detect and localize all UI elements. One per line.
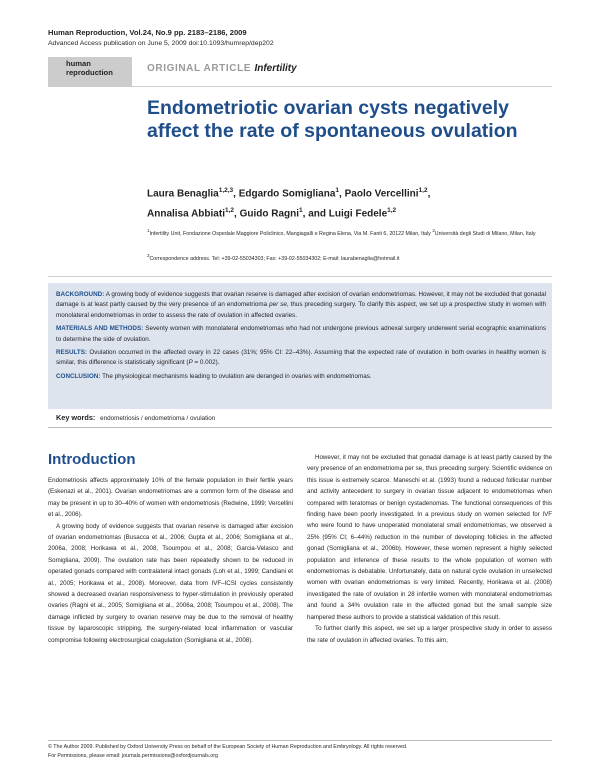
abstract: [56, 290, 546, 385]
correspondence: [147, 251, 552, 264]
abstract-text: Seventy women with monolateral endometriomas who had not undergone previous adnexal surgery underwent serial ecographic examinations to determine the side of ovulation.: [56, 325, 547, 343]
author-affil-sup: 1: [335, 187, 340, 194]
abstract-text: Ovulation occurred in the affected ovary in 22 cases (31%; 95% CI: 22–43%). Assuming that the expected rate of ovulation in both ovaries in healthy women is similar, this difference is statistically significant (: [56, 349, 546, 367]
abstract-italic: P: [188, 359, 193, 367]
affil-text: Università degli Studi di Milano, Milan, Italy: [434, 230, 536, 237]
abstract-conclusion: [56, 372, 546, 382]
abstract-background: [56, 290, 546, 321]
section-heading: Introduction: [48, 451, 136, 468]
author-name: Luigi Fedele: [328, 208, 388, 220]
affil-sup: 2: [432, 228, 435, 233]
abstract-text: The physiological mechanisms leading to ovulation are deranged in ovaries with endometriomas.: [102, 372, 372, 380]
author-name: Paolo Vercellini: [344, 188, 419, 200]
journal-citation: Human Reproduction, Vol.24, No.9 pp. 2183–2186, 2009: [48, 28, 247, 37]
article-type-label: ORIGINAL ARTICLE: [147, 63, 252, 74]
abstract-results: [56, 348, 546, 369]
abstract-text: A growing body of evidence suggests that ovarian reserve is damaged after excision of ovarian endometriomas. However, it may not be excluded that gonadal damage is at least partly caused by the very presence of an endometrioma: [56, 291, 546, 309]
journal-badge: [48, 57, 132, 87]
author-name: Guido Ragni: [239, 208, 300, 220]
keywords-text: endometriosis / endometrioma / ovulation: [100, 415, 216, 422]
paragraph: A growing body of evidence suggests that ovarian reserve is damaged after excision of ovarian endometriomas (Busacca et al., 2006; Gupta et al., 2006; Somigliana et al., 2006a, 2008; Horikawa et al., 2008, Tsoumpou et al., 2008; Garcia-Velasco and Somigliana, 2009). The ovulation rate has been repeatedly shown to be reduced in operated gonads compared with contralateral intact gonads (Loh et al., 1999; Candiani et al., 2005; Horikawa et al., 2008). Moreover, data from IVF–ICSI cycles consistently showed a decreased ovarian responsiveness to hyper-stimulation in previously operated ovaries (Ragni et al., 2005; Somigliana et al., 2006a, 2008; Tsoumpou et al., 2008). The damage inflicted by surgery to ovarian reserve may be due to the removal of healthy tissue by laparoscopic stripping, the surgery-related local inflammation or vascular compromise following electrosurgical coagulation (Somigliana et al., 2008).: [48, 522, 293, 644]
author-list: Laura Benaglia$^{1,2,3}$, Edgardo Somigliana$^1$, Paolo Vercellini$^{1,2}$, Annalisa Abbiati$^{1,2}$, Guido Ragni$^1$, and Luigi Fedele$^{1,2}$: [147, 187, 431, 220]
copyright-notice: © The Author 2009. Published by Oxford University Press on behalf of the European Society of Human Reproduction and Embryology. All rights reserved.: [48, 744, 408, 750]
affil-sup: 1: [147, 228, 150, 233]
author-affil-sup: 1,2: [387, 207, 397, 215]
abstract-text: = 0.002).: [192, 359, 220, 367]
corr-text: Correspondence address. Tel: +39-02-55034303; Fax: +39-02-55034302; E-mail: laurabenaglia@hotmail.it: [149, 255, 400, 262]
paragraph: Endometriosis affects approximately 10% of the female population in their fertile years (Eskenazi et al., 2001). Ovarian endometriomas are a common form of the disease and may be present in up to 30–40% of women with endometriosis (Redwine, 1999; Vercellini et al., 2006).: [48, 477, 293, 519]
abstract-methods: [56, 324, 546, 345]
abstract-heading: MATERIALS AND METHODS:: [56, 325, 144, 333]
keywords: [56, 413, 215, 422]
author-affil-sup: 1,2: [418, 187, 428, 194]
section-label: Infertility: [254, 63, 297, 74]
author-affil-sup: 1,2,3: [218, 187, 234, 194]
author-conjunction: and: [308, 208, 327, 220]
paragraph: However, it may not be excluded that gonadal damage is at least partly caused by the very presence of an endometrioma per se, thus preceding surgery. Scientific evidence on this issue is extremely scarce. Maneschi et al. (1993) found a reduced follicular number and activity antecedent to surgery in ovarian tissue adjacent to endometriomas when compared with teratomas or benign cystadenomas. The functional consequences of this finding have been poorly investigated. In a previous study on women selected for IVF who were found to have unoperated monolateral small endometriomas, we observed a 25% (95% CI; 6–44%) reduction in the number of developing follicles in the affected gonad (Somigliana et al., 2006b). However, these women represent a highly selected population and inference of these results to the whole population of women with endometriomas is debatable. Unfortunately, data on natural cycle ovulation in unselected women with ovarian endometriomas is very limited. Recently, Horikawa et al. (2008) investigated the rate of ovulation in 28 infertile women with monolateral endometriomas and found a 34% ovulation rate in the affected gonad but the small sample size hampered these authors to provide a statistical validation of this result.: [307, 454, 552, 621]
permissions-notice: For Permissions, please email: journals.permissions@oxfordjournals.org: [48, 753, 218, 759]
author-affil-sup: 1,2: [224, 207, 235, 215]
body-column-left: [48, 475, 293, 646]
paragraph: To further clarify this aspect, we set up a larger prospective study in order to assess the rate of ovulation in affected ovaries. To this aim,: [307, 625, 552, 644]
author-name: Annalisa Abbiati: [147, 208, 225, 220]
affiliations: [147, 226, 552, 239]
badge-line-2: reproduction: [66, 68, 113, 77]
abstract-heading: CONCLUSION:: [56, 372, 101, 380]
author-name: Laura Benaglia: [147, 188, 219, 200]
corr-sup: 3: [147, 253, 150, 258]
author-name: Edgardo Somigliana: [238, 188, 336, 200]
keywords-label: Key words:: [56, 413, 96, 422]
abstract-heading: RESULTS:: [56, 349, 88, 357]
divider: [48, 276, 552, 277]
article-type: [147, 63, 297, 74]
abstract-heading: BACKGROUND:: [56, 291, 105, 298]
article-title: Endometriotic ovarian cysts negatively affect the rate of spontaneous ovulation: [147, 97, 518, 142]
affil-text: Infertility Unit, Fondazione Ospedale Maggiore Policlinico, Mangiagalli e Regina Elena, Via M. Fanti 6, 20122 Milan, Italy: [149, 230, 431, 237]
badge-line-1: human: [66, 59, 91, 68]
abstract-italic: per se: [269, 301, 287, 309]
divider: [48, 740, 552, 741]
divider: [48, 427, 552, 428]
author-affil-sup: 1: [299, 207, 303, 215]
abstract-text: , thus preceding surgery. To clarify this aspect, we set up a prospective study in women with monolateral endometriomas in order to assess the rate of ovulation in affected ovaries.: [56, 301, 547, 319]
body-column-right: [307, 452, 552, 646]
advance-access-line: Advanced Access publication on June 5, 2009 doi:10.1093/humrep/dep202: [48, 40, 274, 47]
